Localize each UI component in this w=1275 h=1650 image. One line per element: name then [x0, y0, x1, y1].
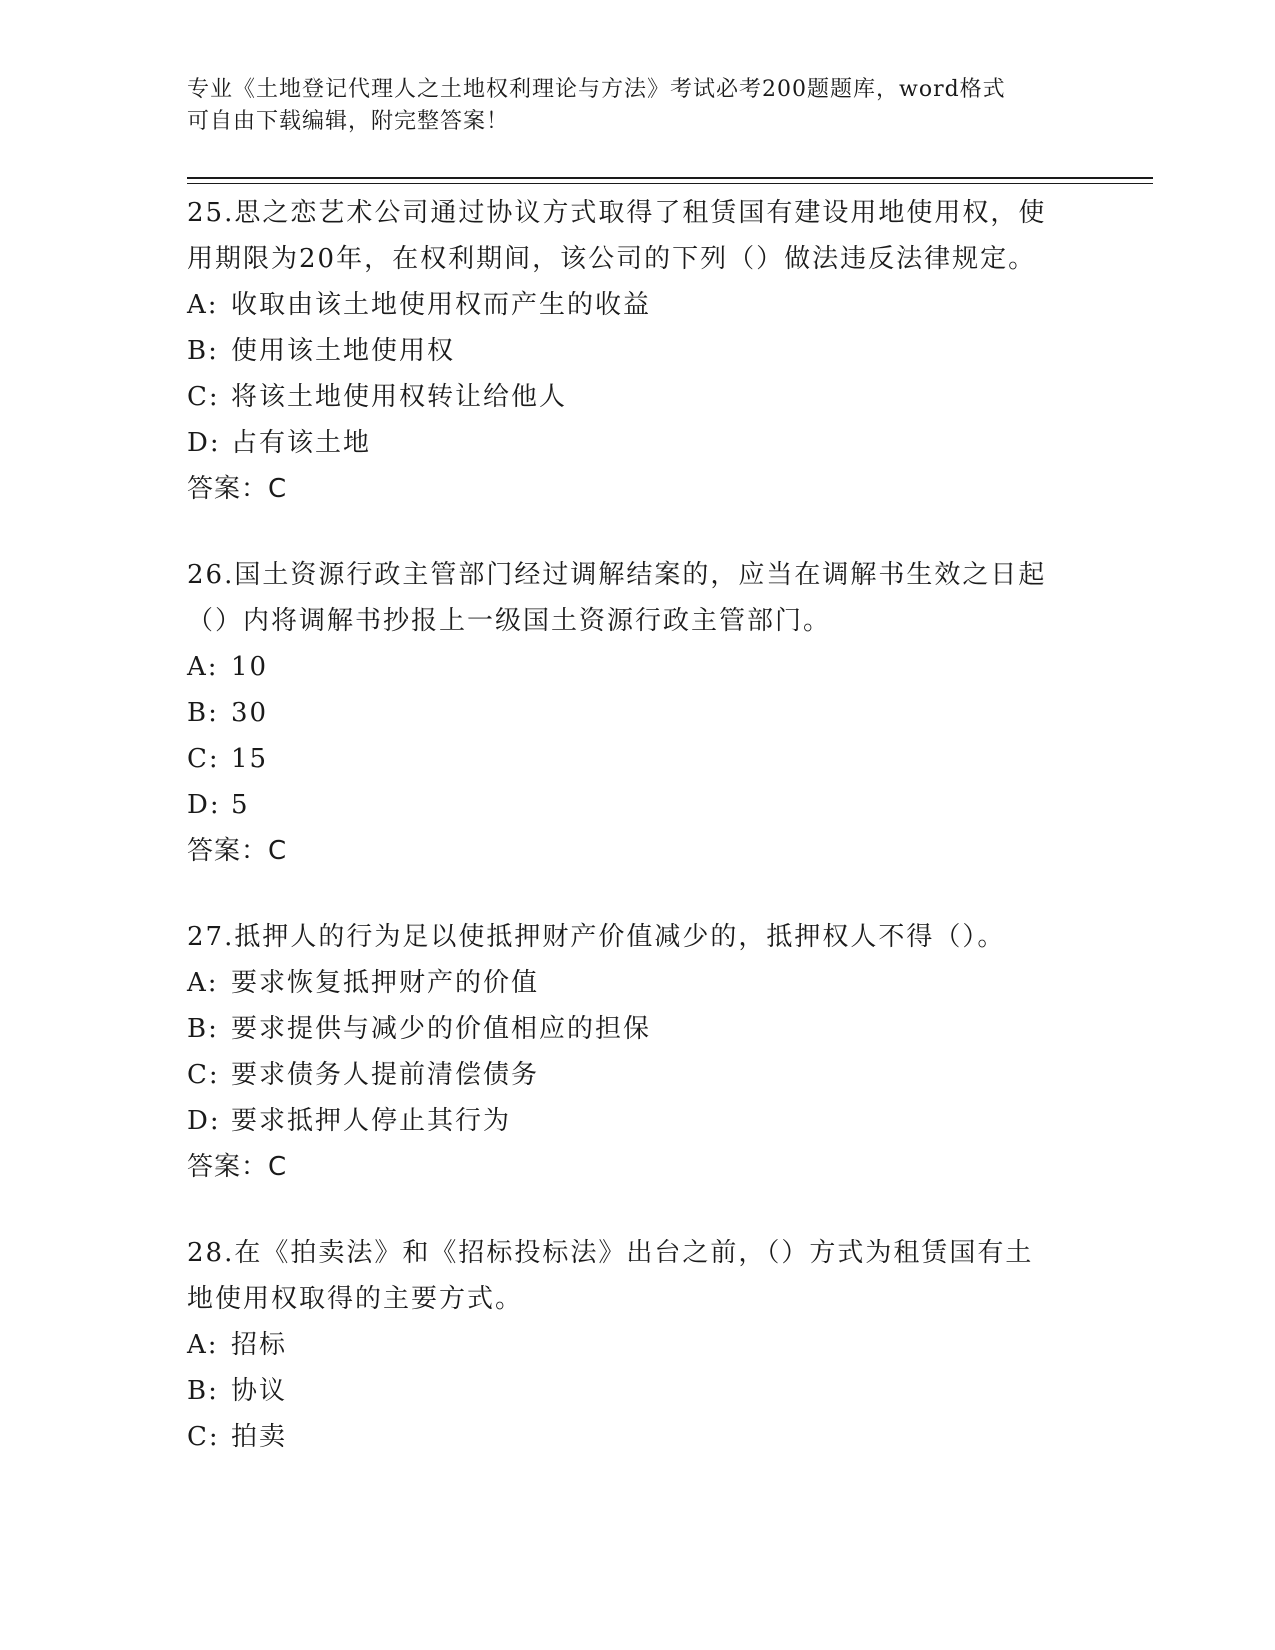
option-text: 占有该土地: [231, 428, 372, 458]
option-a: [187, 1322, 1087, 1368]
header-line: 专业《土地登记代理人之土地权利理论与方法》考试必考200题题库，word格式: [187, 77, 1006, 102]
question-text: [187, 1230, 1087, 1322]
option-key: B:: [187, 1014, 219, 1044]
option-text: 5: [231, 790, 250, 820]
document-header: [187, 74, 1067, 138]
option-text: 收取由该土地使用权而产生的收益: [231, 290, 652, 320]
header-line: 可自由下载编辑，附完整答案！: [187, 109, 510, 134]
option-key: D:: [187, 790, 221, 820]
option-a: [187, 282, 1087, 328]
option-key: A:: [187, 652, 219, 682]
option-b: [187, 1006, 1087, 1052]
option-c: [187, 374, 1087, 420]
option-text: 协议: [231, 1376, 288, 1406]
option-b: [187, 328, 1087, 374]
answer-text: 答案：C: [187, 474, 288, 504]
option-c: [187, 1052, 1087, 1098]
option-text: 要求提供与减少的价值相应的担保: [231, 1014, 652, 1044]
header-divider-thin: [187, 183, 1153, 184]
option-text: 将该土地使用权转让给他人: [231, 382, 568, 412]
question-item: [187, 190, 1087, 512]
question-line: 27.抵押人的行为足以使抵押财产价值减少的，抵押权人不得（）。: [187, 922, 1006, 952]
option-key: D:: [187, 428, 221, 458]
option-d: [187, 782, 1087, 828]
option-b: [187, 1368, 1087, 1414]
option-text: 15: [231, 744, 269, 774]
option-key: B:: [187, 1376, 219, 1406]
option-a: [187, 644, 1087, 690]
option-key: A:: [187, 1330, 219, 1360]
option-text: 拍卖: [231, 1422, 288, 1452]
question-text: [187, 914, 1087, 960]
answer-text: 答案：C: [187, 1152, 288, 1182]
option-d: [187, 1098, 1087, 1144]
question-line: （）内将调解书抄报上一级国土资源行政主管部门。: [187, 606, 832, 636]
question-item: [187, 1230, 1087, 1460]
option-key: C:: [187, 382, 220, 412]
option-key: C:: [187, 1422, 220, 1452]
question-text: [187, 552, 1087, 644]
option-text: 招标: [231, 1330, 288, 1360]
question-item: [187, 914, 1087, 1190]
option-key: D:: [187, 1106, 221, 1136]
option-key: C:: [187, 1060, 220, 1090]
option-c: [187, 1414, 1087, 1460]
answer-text: 答案：C: [187, 836, 288, 866]
option-b: [187, 690, 1087, 736]
option-d: [187, 420, 1087, 466]
option-key: B:: [187, 698, 219, 728]
option-text: 30: [231, 698, 269, 728]
question-list: [187, 190, 1087, 1500]
option-text: 10: [231, 652, 269, 682]
header-divider-thick: [187, 177, 1153, 179]
question-text: [187, 190, 1087, 282]
option-c: [187, 736, 1087, 782]
option-text: 使用该土地使用权: [231, 336, 456, 366]
option-key: A:: [187, 968, 219, 998]
question-line: 25.思之恋艺术公司通过协议方式取得了租赁国有建设用地使用权，使: [187, 198, 1047, 228]
question-line: 26.国土资源行政主管部门经过调解结案的，应当在调解书生效之日起: [187, 560, 1047, 590]
question-line: 地使用权取得的主要方式。: [187, 1284, 524, 1314]
option-key: C:: [187, 744, 220, 774]
option-a: [187, 960, 1087, 1006]
option-key: B:: [187, 336, 219, 366]
question-line: 28.在《拍卖法》和《招标投标法》出台之前，（）方式为租赁国有土: [187, 1238, 1034, 1268]
question-item: [187, 552, 1087, 874]
option-text: 要求恢复抵押财产的价值: [231, 968, 540, 998]
question-line: 用期限为20年，在权利期间，该公司的下列（）做法违反法律规定。: [187, 244, 1037, 274]
option-text: 要求抵押人停止其行为: [231, 1106, 512, 1136]
option-text: 要求债务人提前清偿债务: [231, 1060, 540, 1090]
option-key: A:: [187, 290, 219, 320]
